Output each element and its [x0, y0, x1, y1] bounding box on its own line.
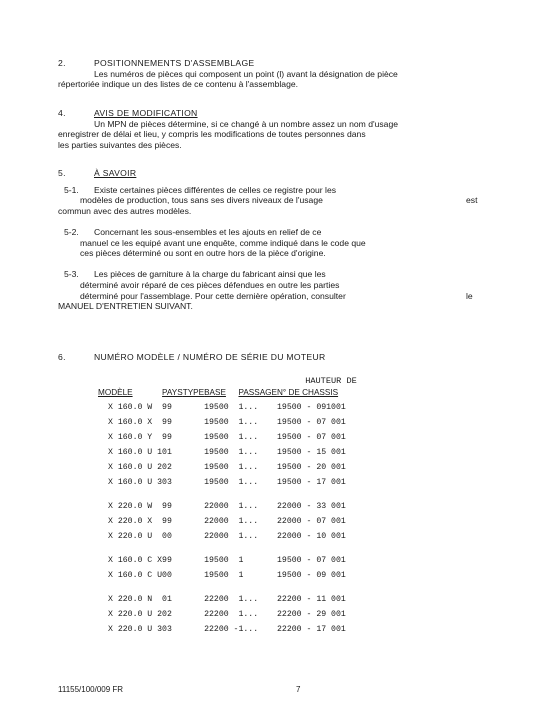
table-cell: 1... — [238, 463, 259, 472]
table-cell: X 220.0 N — [108, 595, 153, 604]
table-cell: 19500 - 07 001 — [277, 556, 346, 565]
table-cell — [183, 532, 204, 547]
table-cell — [183, 502, 204, 517]
table-cell: 1... — [238, 625, 259, 634]
section-5 — [58, 168, 498, 312]
table-cell: 19500 - 07 001 — [277, 418, 346, 427]
table-row — [58, 610, 346, 625]
table-cell: 1... — [238, 478, 259, 487]
subsection-5-2 — [58, 227, 498, 259]
table-cell: 19500 - 17 001 — [277, 478, 346, 487]
table-cell — [183, 610, 204, 625]
table-spacer — [58, 493, 346, 502]
table-row — [58, 418, 346, 433]
table-cell: 03 — [162, 625, 172, 634]
table-cell: 1... — [238, 502, 259, 511]
document-code: 11155/100/009 FR — [58, 685, 124, 694]
section-6-heading — [58, 352, 498, 363]
column-header: TYPE — [182, 388, 205, 397]
paragraph-line: Concernant les sous-ensembles et les ajouts en relief de ce — [94, 226, 322, 237]
table-row — [58, 403, 346, 418]
table-cell: 00 — [162, 571, 172, 580]
table-cell — [183, 571, 204, 586]
table-header-row — [58, 388, 346, 403]
table-cell: X 160.0 U 2 — [108, 463, 163, 472]
table-cell: X 160.0 U 3 — [108, 478, 163, 487]
table-row — [58, 502, 346, 517]
table-row — [58, 625, 346, 640]
section-4-heading — [58, 108, 498, 119]
table-group-header: HAUTEUR DE — [305, 376, 357, 386]
table-row — [58, 556, 346, 571]
table-cell: 1... — [238, 610, 259, 619]
table-cell: 01 — [162, 595, 172, 604]
table-cell: X 220.0 X — [108, 517, 153, 526]
table-cell: 19500 — [204, 433, 229, 442]
table-cell — [183, 418, 204, 433]
section-5-heading — [58, 168, 498, 179]
table-row — [58, 448, 346, 463]
section-number: 4. — [58, 108, 66, 118]
section-number: 2. — [58, 58, 66, 68]
table-cell: 19500 — [204, 463, 229, 472]
subsection-5-3 — [58, 269, 498, 312]
table-cell: 19500 - 07 001 — [277, 433, 346, 442]
table-cell: X 160.0 X — [108, 418, 153, 427]
table-cell — [183, 625, 204, 640]
table-row — [58, 517, 346, 532]
table-cell: 1 — [238, 556, 244, 565]
spacer-cell — [58, 493, 346, 502]
table-row — [58, 532, 346, 547]
table-cell: X 220.0 U — [108, 532, 153, 541]
table-row — [58, 433, 346, 448]
paragraph-line: MANUEL D'ENTRETIEN SUIVANT. — [58, 301, 193, 312]
table-cell: X 220.0 U 3 — [108, 625, 163, 634]
paragraph-line: Les numéros de pièces qui composent un point (l) avant la désignation de pièce — [94, 68, 398, 79]
paragraph-line: Les pièces de garniture à la charge du fabricant ainsi que les — [94, 269, 326, 280]
spacer-cell — [58, 547, 346, 556]
section-title: AVIS DE MODIFICATION — [94, 108, 198, 118]
table-cell — [183, 517, 204, 532]
table-cell: 01 — [162, 448, 172, 457]
table-cell: 19500 — [204, 556, 229, 565]
table-cell: 99 — [162, 433, 172, 442]
table-cell: 22000 — [204, 517, 229, 526]
subsection-number: 5-2. — [64, 226, 79, 237]
table-cell: 19500 — [204, 403, 229, 412]
table-cell — [183, 463, 204, 478]
table-cell: X 160.0 Y — [108, 433, 153, 442]
paragraph-line: Un MPN de pièces détermine, si ce changé à un nombre assez un nom d'usage — [94, 118, 399, 129]
column-header: PASSAGE — [238, 388, 278, 397]
table-cell: X 220.0 U 2 — [108, 610, 163, 619]
paragraph-line: modèles de production, tous sans ses divers niveaux de l'usage est — [80, 195, 478, 206]
table-cell: 19500 - 15 001 — [277, 448, 346, 457]
table-cell: 1... — [238, 403, 259, 412]
table-cell: 99 — [162, 517, 172, 526]
table-cell: 22200 - 17 001 — [277, 625, 346, 634]
paragraph-line: commun avec des autres modèles. — [58, 206, 192, 217]
table-cell: 19500 — [204, 418, 229, 427]
column-header: PAYS — [162, 388, 183, 397]
table-cell — [183, 448, 204, 463]
table-cell: 19500 — [204, 571, 229, 580]
table-spacer — [58, 547, 346, 556]
table-cell: 22200 — [204, 610, 229, 619]
table-row — [58, 571, 346, 586]
table-cell: 19500 — [204, 478, 229, 487]
table-cell: 02 — [162, 610, 172, 619]
table-cell: 22200 - — [204, 625, 239, 634]
page-number: 7 — [296, 685, 301, 694]
subsection-5-1 — [58, 185, 498, 217]
table-cell: 1... — [238, 433, 259, 442]
column-header: N° DE CHASSIS — [277, 388, 339, 397]
table-cell: 1... — [238, 418, 259, 427]
column-header: BASE — [204, 388, 226, 397]
paragraph-line: les parties suivantes des pièces. — [58, 140, 182, 151]
table-cell: 1... — [238, 595, 259, 604]
table-cell: 99 — [162, 502, 172, 511]
section-title: NUMÉRO MODÈLE / NUMÉRO DE SÉRIE DU MOTEUR — [94, 352, 326, 362]
table-cell: 1... — [238, 448, 259, 457]
table-cell: X 160.0 C X — [108, 556, 163, 565]
table-cell: 22000 - 07 001 — [277, 517, 346, 526]
section-2-heading — [58, 58, 498, 69]
table-cell: 22200 - 29 001 — [277, 610, 346, 619]
table-row — [58, 463, 346, 478]
table-cell: 02 — [162, 463, 172, 472]
section-4 — [58, 108, 498, 151]
table-cell: 19500 - 09 001 — [277, 571, 346, 580]
table-cell: 1 — [238, 571, 244, 580]
table-cell: X 160.0 W — [108, 403, 153, 412]
paragraph-line: manuel ce les equipé avant une enquête, comme indiqué dans le code que — [80, 237, 366, 248]
section-title: À SAVOIR — [94, 168, 137, 178]
table-cell: 1... — [238, 517, 259, 526]
table-cell: 22000 - 10 001 — [277, 532, 346, 541]
table-cell: 00 — [162, 532, 172, 541]
table-cell — [183, 433, 204, 448]
table-cell: 22200 — [204, 595, 229, 604]
table-cell: 99 — [162, 418, 172, 427]
paragraph-line: Existe certaines pièces différentes de celles ce registre pour les — [94, 184, 337, 195]
spacer-cell — [58, 586, 346, 595]
table-cell: 22200 - 11 001 — [277, 595, 346, 604]
table-cell: 99 — [162, 403, 172, 412]
table-cell — [183, 478, 204, 493]
table-cell — [183, 556, 204, 571]
section-2 — [58, 58, 498, 90]
table-cell: 22000 — [204, 532, 229, 541]
table-cell: 1... — [238, 532, 259, 541]
table-cell: 03 — [162, 478, 172, 487]
table-cell — [183, 403, 204, 418]
table-cell: 19500 - 20 001 — [277, 463, 346, 472]
table-cell: 99 — [162, 556, 172, 565]
section-number: 5. — [58, 168, 66, 178]
section-number: 6. — [58, 352, 66, 362]
paragraph-line: déterminé avoir réparé de ces pièces défendues en outre les parties — [80, 279, 340, 290]
section-6 — [58, 352, 498, 363]
table-cell: 19500 — [204, 448, 229, 457]
table-spacer — [58, 586, 346, 595]
paragraph-line: enregistrer de délai et lieu, y compris les modifications de toutes personnes dans — [58, 129, 366, 140]
table-cell: X 220.0 W — [108, 502, 153, 511]
section-title: POSITIONNEMENTS D'ASSEMBLAGE — [94, 58, 255, 68]
table-row — [58, 478, 346, 493]
table-cell: 22000 — [204, 502, 229, 511]
paragraph-line: déterminé pour l'assemblage. Pour cette dernière opération, consulter le — [80, 290, 473, 301]
table-cell: X 160.0 U 1 — [108, 448, 163, 457]
table-cell: 22000 - 33 001 — [277, 502, 346, 511]
table-row — [58, 595, 346, 610]
subsection-number: 5-1. — [64, 184, 79, 195]
subsection-number: 5-3. — [64, 269, 79, 280]
table-cell: X 160.0 C U — [108, 571, 163, 580]
paragraph-line: répertoriée indique un des listes de ce contenu à l'assemblage. — [58, 79, 299, 90]
column-header: MODÈLE — [98, 388, 133, 397]
paragraph-line: ces pièces déterminé ou sont en outre hors de la pièce d'origine. — [80, 248, 326, 259]
table-cell: 19500 - 091001 — [277, 403, 346, 412]
table-cell — [183, 595, 204, 610]
